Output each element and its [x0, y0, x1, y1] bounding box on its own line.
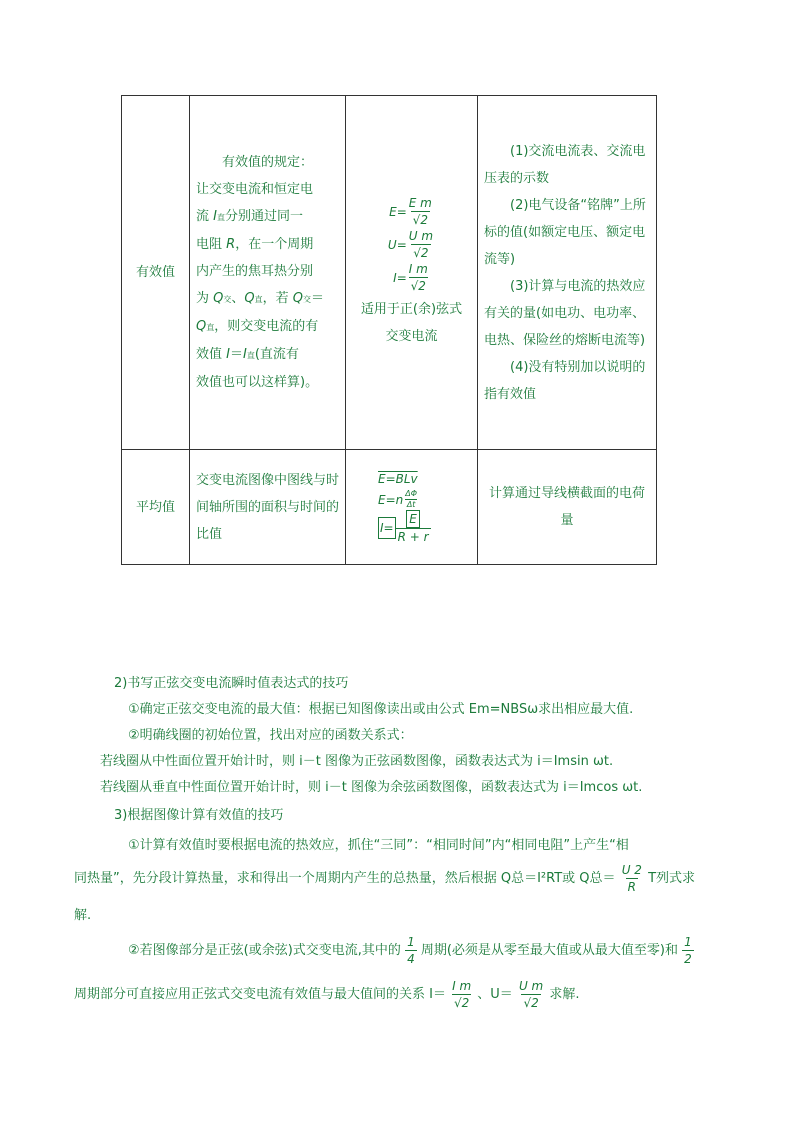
paragraph: 若线圈从垂直中性面位置开始计时，则 i－t 图像为余弦函数图像，函数表达式为 i＝Imcos ωt. [100, 780, 643, 795]
definition-line: 为 Q交、Q直，若 Q交＝ [196, 291, 325, 306]
definition-line: 让交变电流和恒定电 [196, 182, 314, 197]
application-item: (4)没有特别加以说明的指有效值 [484, 359, 646, 402]
definition-line: 有效值的规定： [222, 155, 314, 170]
body-text [74, 672, 724, 1032]
formulas-average [346, 450, 478, 565]
application-item: (2)电气设备“铭牌”上所标的值(如额定电压、额定电流等) [484, 197, 646, 267]
formula-average-faraday: E=n $\frac{\Delta\Phi}{\Delta t}$ [378, 489, 418, 509]
formulas-effective [346, 96, 478, 450]
paragraph: 同热量”，先分段计算热量，求和得出一个周期内产生的总热量，然后根据 Q总＝I²RT或 Q总＝ $\frac{U 2}{R}$ T列式求 [74, 863, 696, 894]
definition-average: 交变电流图像中图线与时间轴所围的面积与时间的比值 [190, 450, 346, 565]
application-item: (1)交流电流表、交流电压表的示数 [484, 143, 646, 186]
paragraph: 周期部分可直接应用正弦式交变电流有效值与最大值间的关系 I＝ $\frac{\text{I m}}{√2}$ 、U＝ $\frac{\text{U m}}{√2}$ 求解. [74, 979, 580, 1010]
paragraph: ②明确线圈的初始位置，找出对应的函数关系式： [128, 728, 413, 743]
application-item: (3)计算与电流的热效应有关的量(如电功、电功率、电热、保险丝的熔断电流等) [484, 278, 646, 348]
formula-note: 适用于正(余)弦式交变电流 [360, 302, 463, 344]
definition-line: 效值 I＝I直(直流有 [196, 347, 299, 362]
table-row-average [122, 450, 657, 565]
paragraph: ②若图像部分是正弦(或余弦)式交变电流,其中的 $\frac{1}{4}$ 周期(必须是从零至最大值或从最大值至零)和 $\frac{1}{2}$ [128, 935, 692, 966]
definition-line: 内产生的焦耳热分别 [196, 264, 314, 279]
paragraph: 解. [74, 908, 92, 923]
row-name-average: 平均值 [122, 450, 190, 565]
application-average: 计算通过导线横截面的电荷量 [478, 450, 657, 565]
definition-line: 流 I直分别通过同一 [196, 209, 304, 224]
table-row-effective [122, 96, 657, 450]
formula-i-eff: I= $\frac{\text{I m}}{√2}$ [393, 262, 428, 293]
definition-effective [190, 96, 346, 450]
formula-u-eff: U= $\frac{\text{U m}}{√2}$ [387, 229, 434, 260]
definition-line: Q直，则交变电流的有 [196, 319, 319, 334]
application-effective [478, 96, 657, 450]
formula-average-current: I= $\frac{E}{R + r}$ [380, 512, 429, 544]
row-name-effective: 有效值 [122, 96, 190, 450]
definition-line: 电阻 R，在一个周期 [196, 237, 314, 252]
formula-e-eff: E= $\frac{\text{E m}}{√2}$ [389, 196, 432, 227]
paragraph: 若线圈从中性面位置开始计时，则 i－t 图像为正弦函数图像，函数表达式为 i＝Imsin ωt. [100, 754, 614, 769]
section-heading-2: 2)书写正弦交变电流瞬时值表达式的技巧 [114, 676, 349, 691]
definition-line: 效值也可以这样算)。 [196, 375, 319, 390]
formula-average-emf: E=BLv [378, 472, 418, 486]
paragraph: ①计算有效值时要根据电流的热效应，抓住“三同”：“相同时间”内“相同电阻”上产生“相 [128, 838, 629, 853]
effective-average-table [121, 95, 657, 565]
paragraph: ①确定正弦交变电流的最大值：根据已知图像读出或由公式 Em=NBSω求出相应最大值. [128, 702, 634, 717]
section-heading-3: 3)根据图像计算有效值的技巧 [114, 808, 284, 823]
